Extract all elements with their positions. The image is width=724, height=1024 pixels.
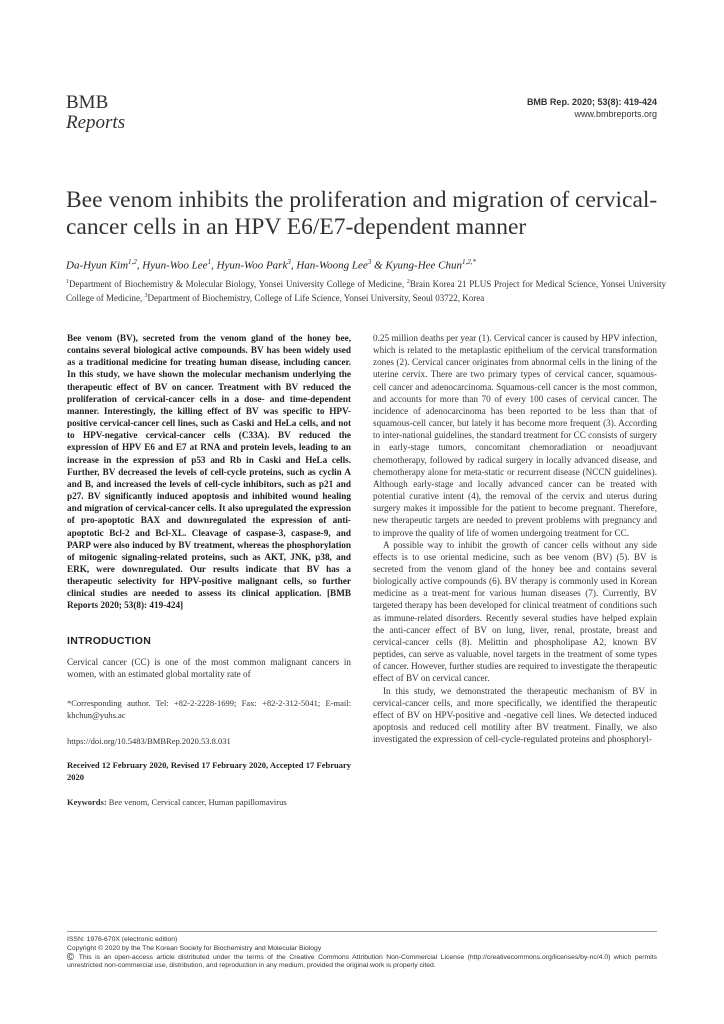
affiliation: Department of Biochemistry, College of Life Science, Yonsei University, Seoul 03722, Korea (147, 293, 485, 303)
journal-name-line1: BMB (66, 92, 109, 113)
body-paragraph: In this study, we demonstrated the therapeutic mechanism of BV in cervical-cancer cells, and more specifically, we identified the therapeutic effect of BV on HPV-positive and -negative cell lines. We detected induced apoptosis and reduced cell motility after BV treatment. Finally, we also investigated the expression of cell-cycle-regulated proteins and phosphoryl- (373, 685, 657, 745)
footer-divider (67, 931, 657, 932)
author-affil-sup: 1,2 (128, 258, 137, 266)
cc-icon: Ⓒ (67, 953, 76, 961)
author-name: Hyun-Woo Lee (142, 259, 208, 272)
body-paragraph: 0.25 million deaths per year (1). Cervical cancer is caused by HPV infection, which is related to the metaplastic epithelium of the cervical transformation zones (2). Cervical cancer originates from abnormal cells in the lining of the uterine cervix. There are two primary types of cervical cancer, squamous-cell cancer and adenocarcinoma. Squamous-cell cancer is the most common, and accounts for more than 70 of every 100 cases of cervical cancer. The incidence of adenocarcinoma has been reported to be less than that of squamous-cell cancer, but lately it has become more frequent (3). According to inter-national guidelines, the standard treatment for CC consists of surgery in early-stage tumors, concomitant chemoradiation or neoadjuvant chemotherapy, followed by radical surgery in locally advanced disease, and chemotherapy alone for meta-static or recurrent disease (NCCN guidelines). Although early-stage and locally advanced cancer can be treated with potential curative intent (4), the removal of the cervix and uterus during surgery makes it impossible for the patient to become pregnant. Therefore, new therapeutic targets are needed to prevent problems with pregnancy and to improve the quality of life of women undergoing treatment for CC. (373, 333, 657, 538)
keywords-list: Bee venom, Cervical cancer, Human papillomavirus (106, 797, 287, 808)
affiliation: Brain Korea 21 PLUS Project for Medical Science, Yonsei University College of Medicine, (66, 279, 666, 303)
affil-sup: 1 (66, 279, 69, 285)
affil-sup: 3 (144, 293, 148, 299)
author-and: & (371, 259, 386, 272)
author-affil-sup: 3 (287, 258, 291, 266)
author-name: Hyun-Woo Park (216, 259, 288, 272)
article-title: Bee venom inhibits the proliferation and migration of cervical-cancer cells in an HPV E6/E7-dependent manner (66, 187, 658, 240)
received-dates: Received 12 February 2020, Revised 17 February 2020, Accepted 17 February 2020 (67, 760, 351, 782)
journal-logo (66, 93, 125, 132)
author-affil-sup: 1,2,* (462, 258, 476, 266)
author-separator: , (290, 259, 297, 272)
author-affil-sup: 1 (207, 258, 212, 266)
author-name: Han-Woong Lee (296, 259, 368, 272)
author-name: Kyung-Hee Chun (385, 259, 462, 272)
author-separator: , (136, 259, 143, 272)
doi-link[interactable]: https://doi.org/10.5483/BMBRep.2020.53.8.031 (67, 736, 231, 747)
citation-block (527, 96, 657, 120)
journal-website: www.bmbreports.org (574, 109, 657, 119)
footer (67, 936, 657, 971)
journal-name-line2: Reports (66, 112, 126, 133)
copyright: Copyright © 2020 by the The Korean Society for Biochemistry and Molecular Biology (67, 944, 322, 952)
author-separator: , (211, 259, 217, 272)
section-heading-introduction: INTRODUCTION (67, 634, 152, 647)
affiliations (66, 276, 666, 304)
license: This is an open-access article distributed under the terms of the Creative Commons Attribution Non-Commercial License (http://creativecommons.org/licenses/by-nc/4.0) which permits unrestricted non-commercial use, distribution, and reproduction in any medium, provided the original work is properly cited. (67, 953, 657, 970)
affiliation: Department of Biochemistry & Molecular Biology, Yonsei University College of Medicine, (69, 279, 407, 289)
citation: BMB Rep. 2020; 53(8): 419-424 (526, 97, 657, 107)
abstract: Bee venom (BV), secreted from the venom gland of the honey bee, contains several biological active compounds. BV has been widely used as a traditional medicine for treating human disease, including cancer. In this study, we have shown the molecular mechanism underlying the therapeutic effect of BV on cancer. Treatment with BV reduced the proliferation of cervical-cancer cells in a dose- and time-dependent manner. Interestingly, the killing effect of BV was specific to HPV-positive cervical-cancer cell lines, such as Caski and HeLa cells, and not to HPV-negative cervical-cancer cells (C33A). BV reduced the expression of HPV E6 and E7 at RNA and protein levels, leading to an increase in the expression of p53 and Rb in Caski and HeLa cells. Further, BV decreased the levels of cell-cycle proteins, such as cyclin A and B, and increased the levels of cell-cycle inhibitors, such as p21 and p27. BV significantly induced apoptosis and inhibited wound healing and migration of cervical-cancer cells. It also upregulated the expression of pro-apoptotic BAX and downregulated the expression of anti-apoptotic Bcl-2 and Bcl-XL. Cleavage of caspase-3, caspase-9, and PARP were also induced by BV treatment, whereas the phosphorylation of mitogenic signaling-related proteins, such as AKT, JNK, p38, and ERK, were downregulated. Our results indicate that BV has a therapeutic selectivity for HPV-positive malignant cells, so further clinical studies are needed to assess its clinical application. [BMB Reports 2020; 53(8): 419-424] (67, 333, 351, 611)
body-paragraph: A possible way to inhibit the growth of cancer cells without any side effects is to use oriental medicine, such as bee venom (BV) (5). BV is secreted from the venom gland of the honey bee and contains several biologically active compounds (6). BV therapy is commonly used in Korean medicine as a treat-ment for various human diseases (7). Currently, BV targeted therapy has been developed for clinical treatment of conditions such as immune-related disorders. Recently several studies have helped explain the anti-cancer effect of BV on lung, liver, renal, prostate, breast and cervical-cancer cells (8). Melittin and phospholipase A2, known BV peptides, can serve as valuable, novel targets in the treatment of some types of cancer. However, further studies are required to investigate the therapeutic effect of BV on cervical cancer. (373, 539, 657, 684)
right-column (373, 332, 657, 745)
keywords (67, 796, 351, 808)
issn: ISSN: 1976-670X (electronic edition) (67, 936, 178, 943)
author-affil-sup: 3 (367, 258, 372, 266)
keywords-label: Keywords: (67, 797, 107, 808)
intro-paragraph: Cervical cancer (CC) is one of the most common malignant cancers in women, with an estimated global mortality rate of (67, 656, 351, 679)
author-name: Da-Hyun Kim (66, 259, 129, 272)
left-column (67, 332, 351, 808)
affil-sup: 2 (406, 279, 410, 285)
author-list (66, 258, 666, 272)
license-text (67, 954, 657, 972)
corresponding-author: *Corresponding author. Tel: +82-2-2228-1699; Fax: +82-2-312-5041; E-mail: khchun@yuhs.ac (67, 698, 351, 720)
